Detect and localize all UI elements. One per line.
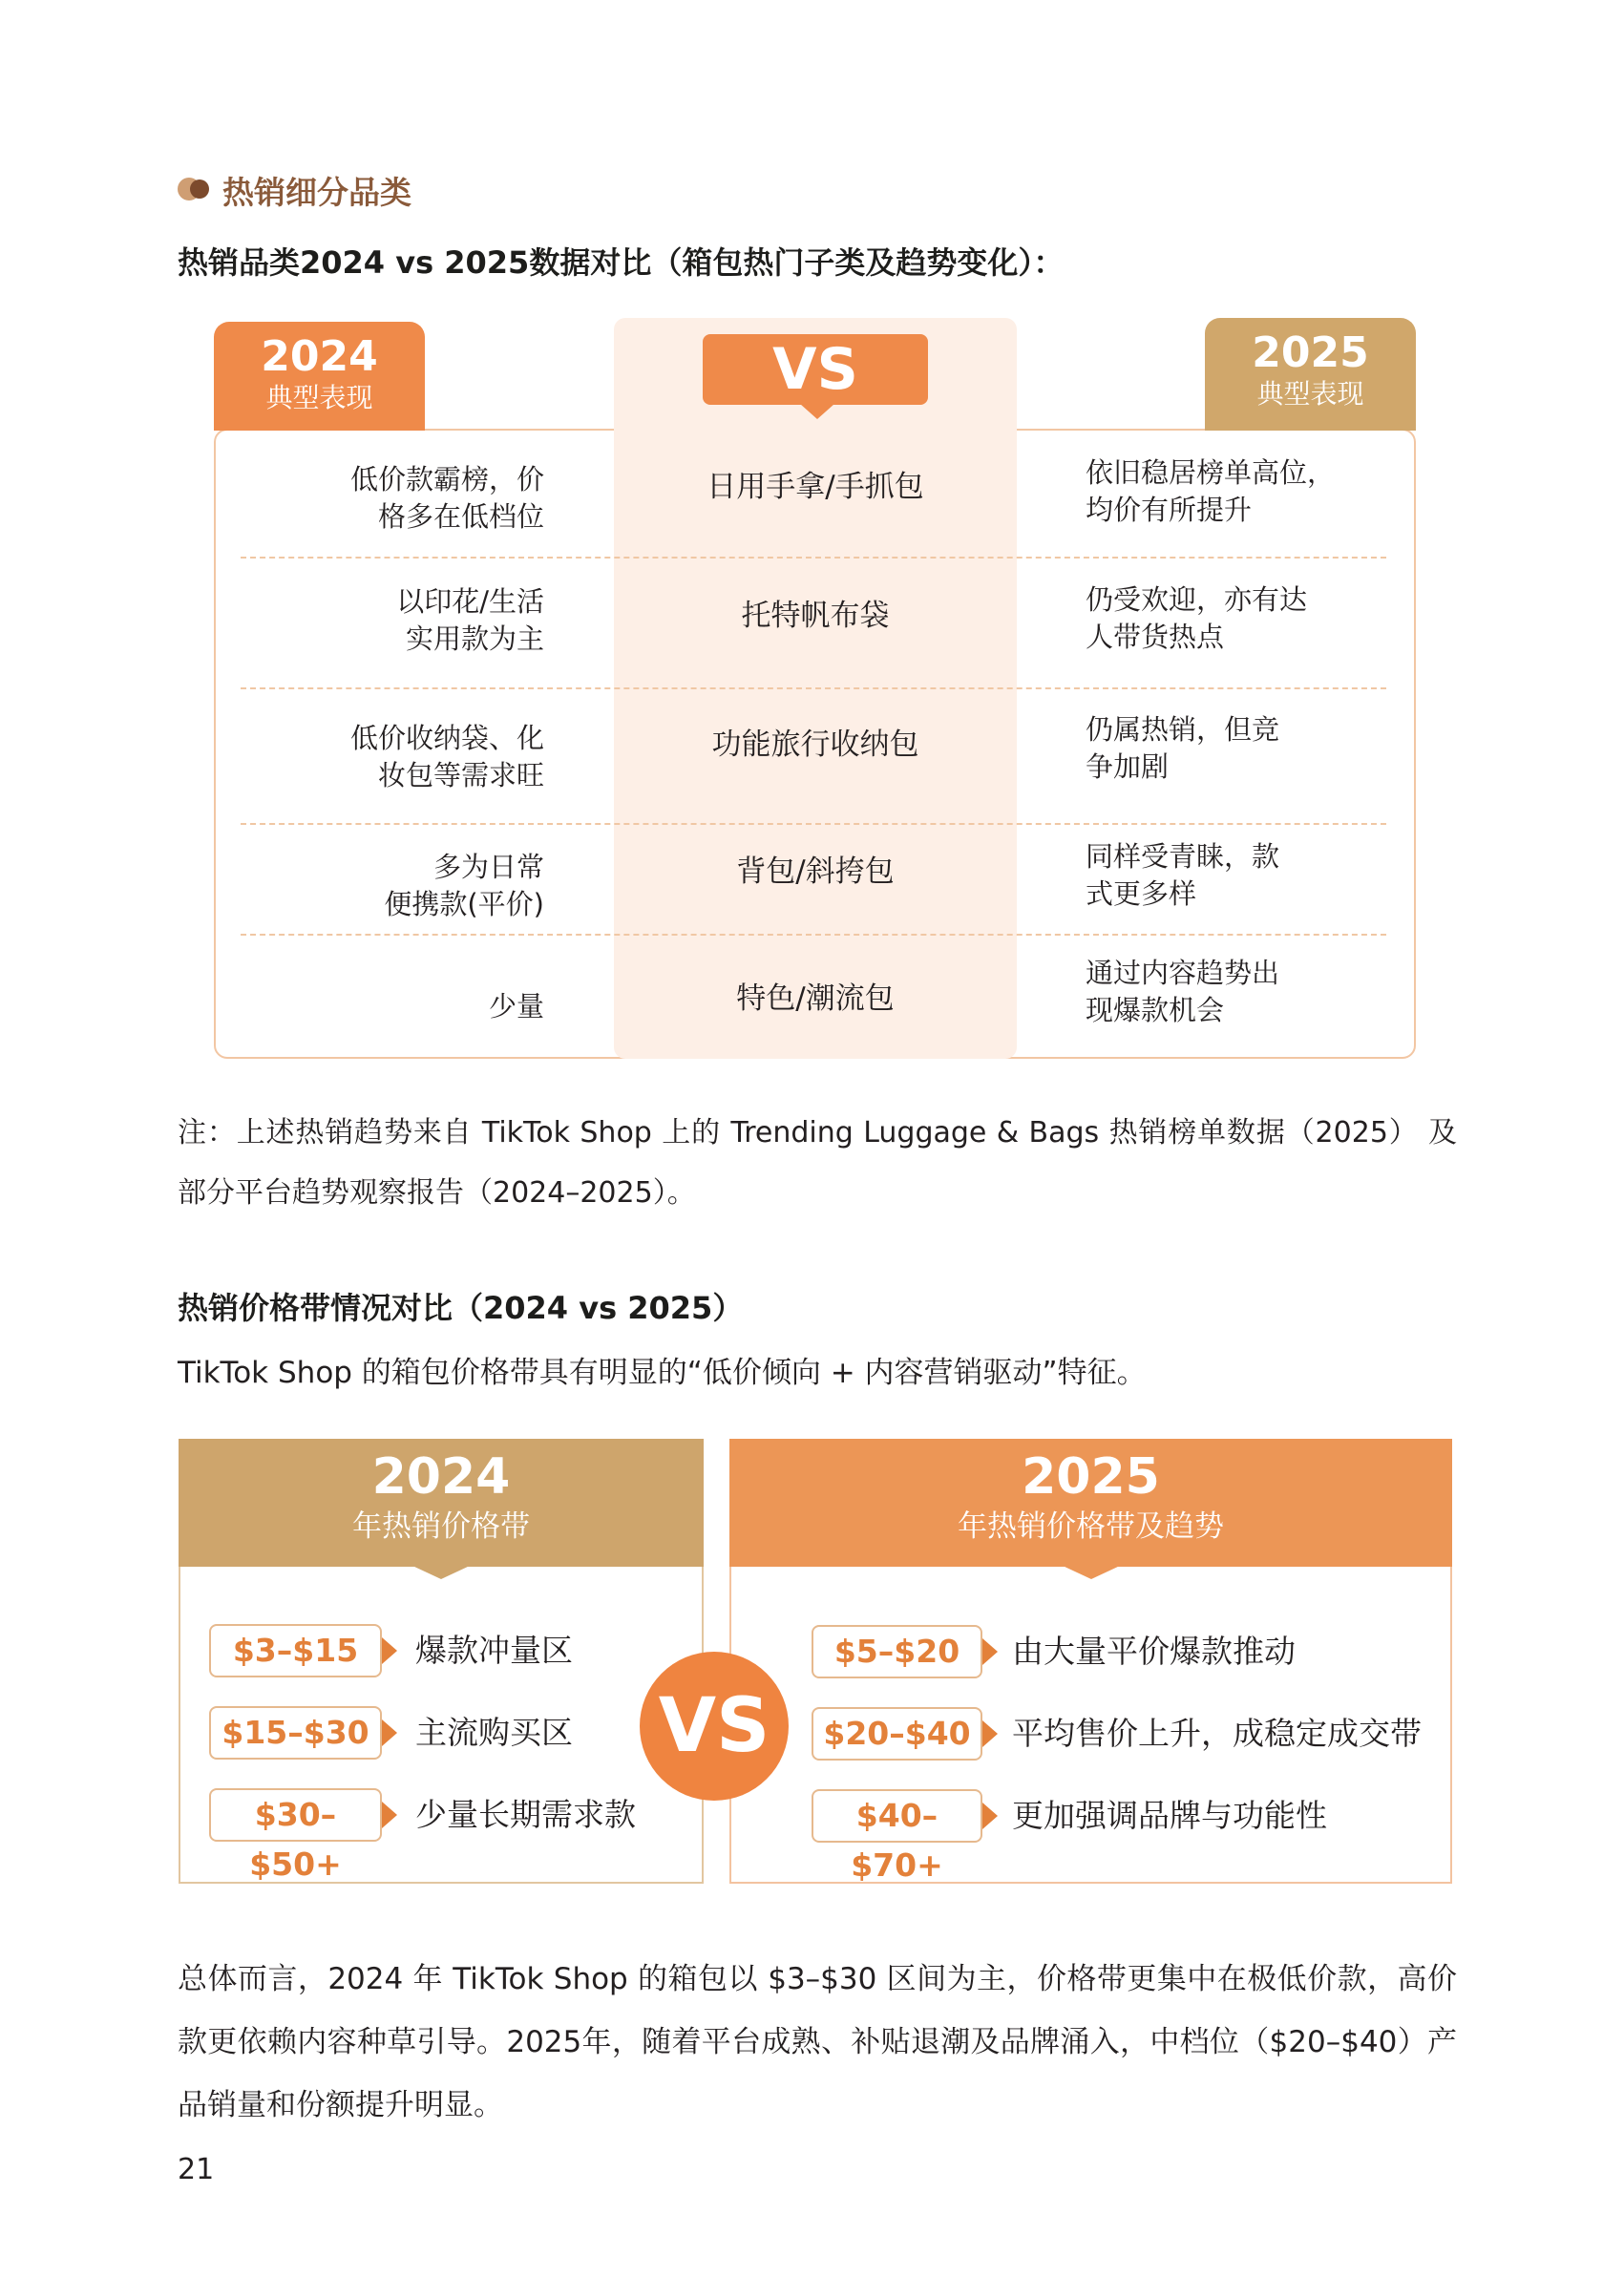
pill-arrow-icon: [382, 1719, 397, 1746]
row-1-2025-line-2: 均价有所提升: [1086, 494, 1253, 526]
header-2025-year: 2025: [1252, 328, 1369, 377]
price-intro: TikTok Shop 的箱包价格带具有明显的“低价倾向 + 内容营销驱动”特征。: [178, 1356, 1147, 1390]
row-3-2025-line-1: 仍属热销，但竞: [1086, 713, 1280, 746]
row-1-2024-line-1: 低价款霸榜，价: [349, 463, 544, 496]
row-4-2024-line-1: 多为日常: [432, 851, 544, 883]
row-divider: [241, 934, 1386, 936]
price-panel-2024-header: [179, 1439, 704, 1567]
price-range-label: 少量长期需求款: [415, 1796, 636, 1833]
pill-arrow-icon: [982, 1638, 998, 1665]
row-5-2025-line-2: 现爆款机会: [1086, 994, 1225, 1026]
row-1-category: 日用手拿/手抓包: [707, 470, 924, 504]
row-5-2024: [234, 988, 544, 1025]
row-1-2024-line-2: 格多在低档位: [377, 500, 544, 533]
section-bullet-icon: [178, 178, 214, 200]
row-3-2025-line-2: 争加剧: [1086, 750, 1170, 783]
pill-arrow-icon: [382, 1637, 397, 1664]
source-note: 注：上述热销趋势来自 TikTok Shop 上的 Trending Luggage & Bags 热销榜单数据（2025） 及部分平台趋势观察报告（2024–2025）。: [178, 1116, 1457, 1210]
row-3-2024-line-2: 妆包等需求旺: [377, 759, 544, 791]
row-2-2025-line-1: 仍受欢迎，亦有达: [1086, 583, 1308, 616]
price-range-label: 主流购买区: [415, 1714, 573, 1751]
row-2-2025: [1086, 581, 1391, 656]
row-2-2024-line-2: 实用款为主: [405, 622, 544, 655]
row-3-2024-line-1: 低价收纳袋、化: [349, 722, 544, 754]
price-range-label: 更加强调品牌与功能性: [1012, 1797, 1327, 1834]
row-3-category: 功能旅行收纳包: [711, 728, 919, 762]
price-panel-2024-label: 年热销价格带: [352, 1509, 530, 1544]
row-5-2025-line-1: 通过内容趋势出: [1086, 957, 1280, 989]
price-range-pill: $3–$15: [209, 1624, 382, 1677]
row-1-2024: [234, 461, 544, 536]
vs-circle: VS: [640, 1652, 789, 1801]
row-2-category: 托特帆布袋: [741, 599, 890, 633]
row-1-2025-line-1: 依旧稳居榜单高位，: [1086, 456, 1336, 489]
row-4-2024: [234, 849, 544, 923]
row-4-2025: [1086, 838, 1391, 913]
price-panel-2025-pointer: [1063, 1566, 1120, 1579]
price-range-label: 由大量平价爆款推动: [1012, 1633, 1296, 1670]
price-panel-2024-pointer: [412, 1566, 470, 1579]
row-4-2024-line-2: 便携款(平价): [384, 888, 544, 920]
header-2024: [214, 322, 425, 431]
pill-arrow-icon: [982, 1720, 998, 1747]
row-divider: [241, 823, 1386, 825]
price-range-pill: $5–$20: [812, 1625, 982, 1678]
price-range-label: 爆款冲量区: [415, 1632, 573, 1669]
header-2025-label: 典型表现: [1256, 378, 1364, 410]
price-panel-2025-label: 年热销价格带及趋势: [958, 1509, 1224, 1544]
row-5-2024-line-1: 少量: [488, 990, 544, 1023]
price-panel-2025-year: 2025: [1022, 1448, 1160, 1506]
price-range-pill: $20–$40: [812, 1707, 982, 1761]
header-2024-label: 典型表现: [265, 382, 373, 413]
price-range-pill: $15–$30: [209, 1706, 382, 1760]
price-range-label: 平均售价上升，成稳定成交带: [1012, 1715, 1422, 1752]
pill-arrow-icon: [982, 1803, 998, 1829]
vs-badge-pointer: [800, 404, 834, 419]
summary-paragraph: 总体而言，2024 年 TikTok Shop 的箱包以 $3–$30 区间为主，价格带更集中在极低价款，高价款更依赖内容种草引导。2025年，随着平台成熟、补贴退潮及品牌涌入，中档位（$20–$40）产品销量和份额提升明显。: [178, 1962, 1457, 2122]
row-4-category: 背包/斜挎包: [736, 854, 895, 889]
price-panel-2025-header: [729, 1439, 1452, 1567]
price-panel-2024-year: 2024: [371, 1448, 511, 1506]
header-2024-year: 2024: [261, 332, 378, 381]
row-5-category: 特色/潮流包: [736, 981, 895, 1016]
row-4-2025-line-1: 同样受青睐，款: [1086, 840, 1280, 873]
row-2-2024: [234, 583, 544, 658]
price-range-pill: $30–$50+: [209, 1788, 382, 1842]
price-subtitle: 热销价格带情况对比（2024 vs 2025）: [178, 1290, 744, 1326]
row-4-2025-line-2: 式更多样: [1086, 877, 1197, 910]
row-divider: [241, 687, 1386, 689]
row-2-2025-line-2: 人带货热点: [1086, 621, 1225, 653]
page-number: 21: [178, 2153, 215, 2186]
row-divider: [241, 557, 1386, 559]
row-2-2024-line-1: 以印花/生活: [396, 585, 544, 618]
pill-arrow-icon: [382, 1802, 397, 1828]
vs-badge: VS: [703, 334, 928, 405]
row-3-2025: [1086, 711, 1391, 786]
table-subtitle: 热销品类2024 vs 2025数据对比（箱包热门子类及趋势变化）：: [178, 244, 1065, 281]
header-2025: [1205, 318, 1416, 431]
section-title: 热销细分品类: [222, 174, 411, 211]
price-range-pill: $40–$70+: [812, 1789, 982, 1843]
row-3-2024: [234, 720, 544, 794]
row-5-2025: [1086, 955, 1391, 1029]
row-1-2025: [1086, 454, 1391, 529]
